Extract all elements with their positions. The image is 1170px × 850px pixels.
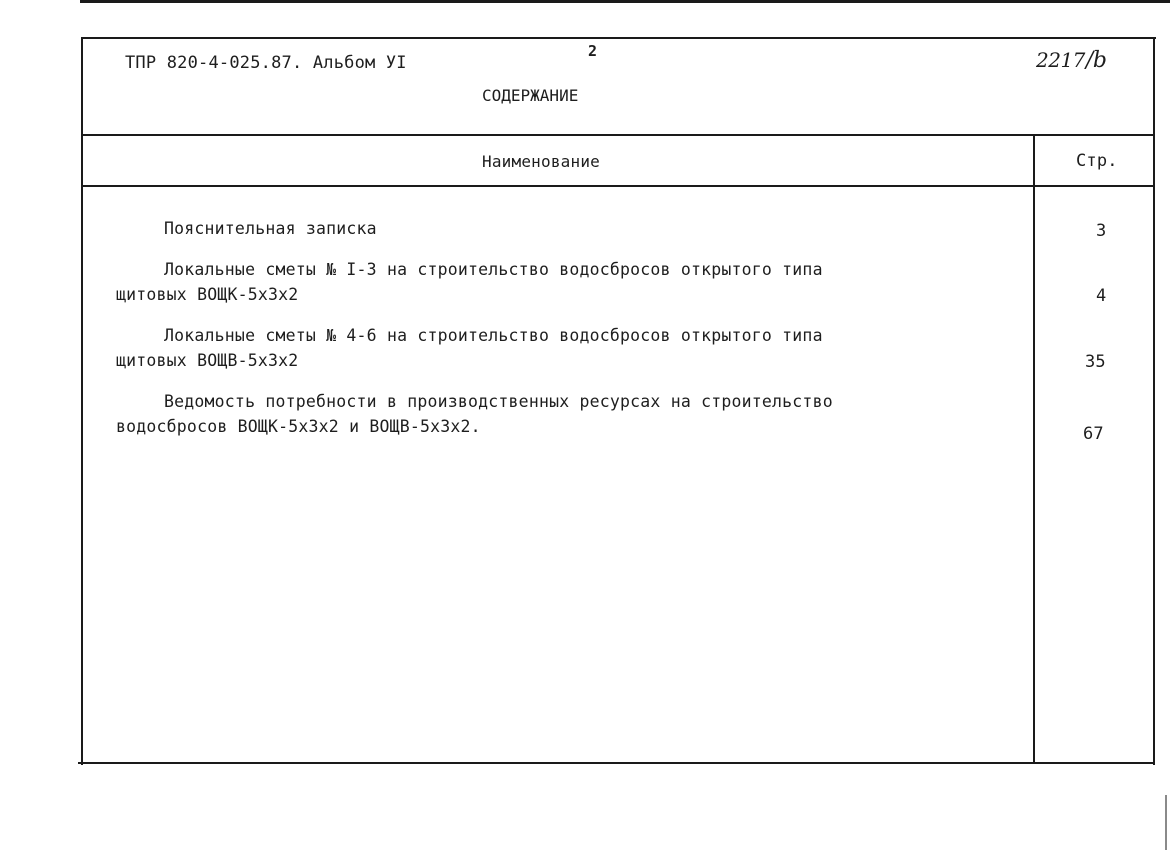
- entry-3-title-line-1: Локальные сметы № 4-6 на строительство водосбросов открытого типа: [164, 326, 823, 345]
- entry-4-page: 67: [1083, 424, 1104, 444]
- handwritten-stamp-number: [1036, 48, 1106, 73]
- column-header-divider: [82, 185, 1154, 187]
- column-divider: [1033, 135, 1035, 763]
- entry-3-page: 35: [1085, 352, 1106, 372]
- document-code: ТПР 820-4-025.87. Альбом УI: [125, 53, 407, 73]
- top-edge-mark: [80, 0, 1170, 3]
- stamp-number: 2217: [1036, 48, 1085, 72]
- frame-top-border: [82, 37, 1156, 39]
- frame-bottom-border: [78, 762, 1154, 764]
- stamp-suffix: /b: [1085, 48, 1107, 73]
- column-header-page: Стр.: [1076, 151, 1118, 171]
- column-header-name: Наименование: [482, 152, 600, 171]
- page-number: 2: [588, 42, 598, 60]
- entry-2-title-line-2: щитовых ВОЩК-5х3х2: [116, 285, 299, 304]
- entry-1-title: Пояснительная записка: [164, 219, 377, 238]
- entry-4-title-line-1: Ведомость потребности в производственных ресурсах на строительство: [164, 392, 833, 411]
- entry-4-title-line-2: водосбросов ВОЩК-5х3х2 и ВОЩВ-5х3х2.: [116, 417, 481, 436]
- entry-1-page: 3: [1096, 221, 1107, 241]
- frame-left-border: [81, 37, 83, 765]
- frame-right-border: [1153, 39, 1155, 765]
- header-divider: [82, 134, 1154, 136]
- contents-title: СОДЕРЖАНИЕ: [482, 86, 579, 105]
- entry-3-title-line-2: щитовых ВОЩВ-5х3х2: [116, 351, 299, 370]
- entry-2-page: 4: [1096, 286, 1107, 306]
- scan-edge-mark: [1165, 795, 1167, 850]
- entry-2-title-line-1: Локальные сметы № I-3 на строительство водосбросов открытого типа: [164, 260, 823, 279]
